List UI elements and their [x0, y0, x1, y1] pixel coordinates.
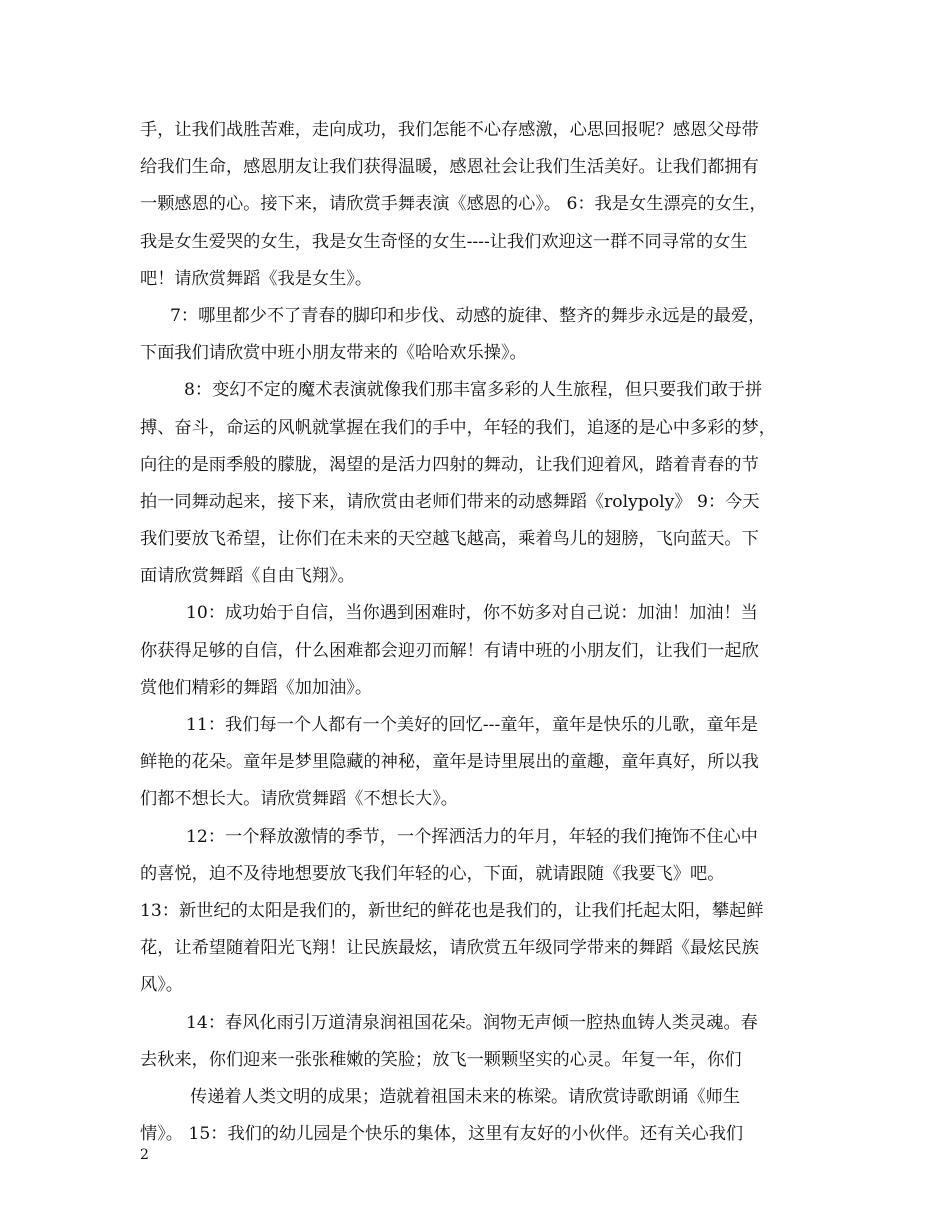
text-line: 13：新世纪的太阳是我们的，新世纪的鲜花也是我们的，让我们托起太阳，攀起鲜: [140, 900, 764, 921]
text-line: 搏、奋斗，命运的风帆就掌握在我们的手中，年轻的我们，追逐的是心中多彩的梦，: [140, 417, 776, 438]
text-line: 去秋来，你们迎来一张张稚嫩的笑脸；放飞一颗颗坚实的心灵。年复一年，你们: [140, 1049, 742, 1070]
text-line: 你获得足够的自信，什么困难都会迎刃而解！有请中班的小朋友们，让我们一起欣: [140, 640, 759, 661]
text-line: 14：春风化雨引万道清泉润祖国花朵。润物无声倾一腔热血铸人类灵魂。春: [186, 1012, 758, 1033]
text-line: 拍一同舞动起来，接下来，请欣赏由老师们带来的动感舞蹈《rolypoly》 9：今天: [140, 491, 760, 512]
text-line: 鲜艳的花朵。童年是梦里隐藏的神秘，童年是诗里展出的童趣，童年真好，所以我: [140, 752, 759, 773]
text-line: 10：成功始于自信，当你遇到困难时，你不妨多对自己说：加油！加油！当: [186, 603, 758, 624]
text-line: 吧！请欣赏舞蹈《我是女生》。: [140, 268, 373, 289]
text-line: 8：变幻不定的魔术表演就像我们那丰富多彩的人生旅程，但只要我们敢于拼: [184, 380, 763, 401]
text-line: 情》。 15：我们的幼儿园是个快乐的集体，这里有友好的小伙伴。还有关心我们: [140, 1124, 744, 1145]
text-line: 一颗感恩的心。接下来，请欣赏手舞表演《感恩的心》。 6：我是女生漂亮的女生，: [140, 194, 767, 215]
text-line: 花，让希望随着阳光飞翔！让民族最炫，请欣赏五年级同学带来的舞蹈《最炫民族: [140, 938, 759, 959]
text-line: 7：哪里都少不了青春的脚印和步伐、动感的旋律、整齐的舞步永远是的最爱，: [170, 305, 766, 326]
text-line: 面请欣赏舞蹈《自由飞翔》。: [140, 566, 355, 587]
text-line: 传递着人类文明的成果；造就着祖国未来的栋梁。请欣赏诗歌朗诵《师生: [190, 1086, 741, 1107]
text-line: 风》。: [140, 975, 183, 996]
text-line: 下面我们请欣赏中班小朋友带来的《哈哈欢乐操》。: [140, 343, 527, 364]
text-line: 向往的是雨季般的朦胧，渴望的是活力四射的舞动，让我们迎着风，踏着青春的节: [140, 454, 759, 475]
text-line: 我是女生爱哭的女生，我是女生奇怪的女生----让我们欢迎这一群不同寻常的女生: [140, 231, 748, 252]
text-line: 12：一个释放激情的季节，一个挥洒活力的年月，年轻的我们掩饰不住心中: [186, 826, 758, 847]
text-line: 给我们生命，感恩朋友让我们获得温暖，感恩社会让我们生活美好。让我们都拥有: [140, 157, 759, 178]
document-body: [140, 112, 830, 1153]
text-line: 赏他们精彩的舞蹈《加加油》。: [140, 677, 373, 698]
text-line: 手，让我们战胜苦难，走向成功，我们怎能不心存感激，心思回报呢？感恩父母带: [140, 120, 759, 140]
page-number: 2: [140, 1147, 149, 1163]
text-line: 我们要放飞希望，让你们在未来的天空越飞越高，乘着鸟儿的翅膀，飞向蓝天。下: [140, 529, 759, 550]
text-line: 们都不想长大。请欣赏舞蹈《不想长大》。: [140, 789, 458, 810]
text-line: 的喜悦，迫不及待地想要放飞我们年轻的心，下面，就请跟随《我要飞》吧。: [140, 863, 725, 884]
text-line: 11：我们每一个人都有一个美好的回忆---童年，童年是快乐的儿歌，童年是: [186, 715, 759, 735]
